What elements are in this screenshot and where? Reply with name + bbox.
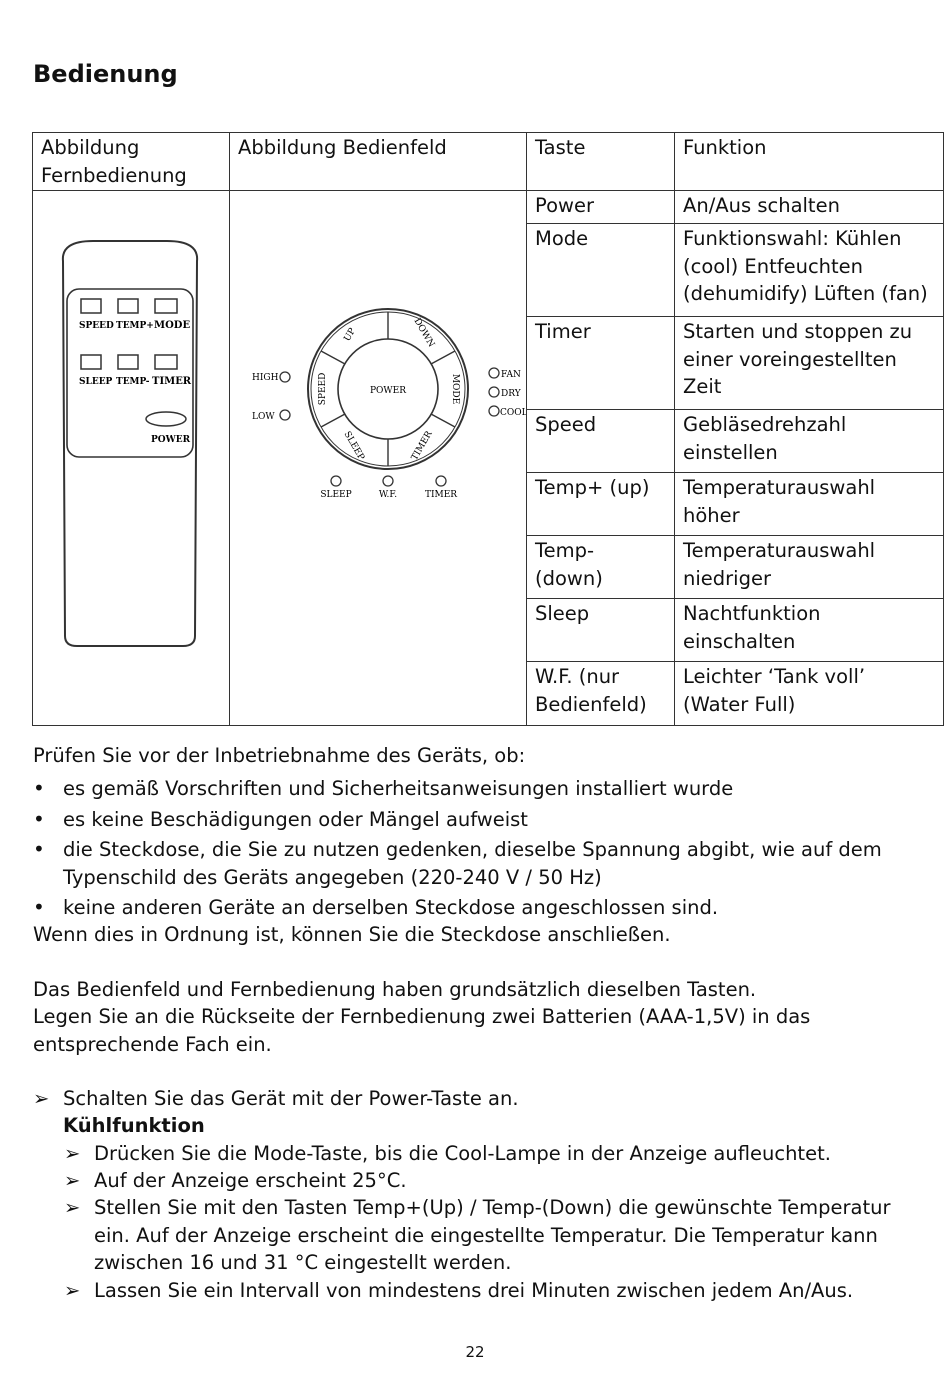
control-panel-illustration	[230, 191, 526, 717]
remote-label: MODE	[154, 320, 191, 331]
key-cell: Mode	[527, 224, 675, 317]
paragraph: Das Bedienfeld und Fernbedienung haben grundsätzlich dieselben Tasten.	[33, 978, 757, 1001]
check-intro: Prüfen Sie vor der Inbetriebnahme des Geräts, ob:	[33, 744, 526, 767]
arrow-bullet-icon: ➢	[64, 1142, 81, 1165]
substep-item	[64, 1194, 904, 1277]
arrow-bullet-icon: ➢	[64, 1169, 81, 1192]
key-cell: Speed	[527, 410, 675, 473]
check-outro: Wenn dies in Ordnung ist, können Sie die Steckdose anschließen.	[33, 923, 671, 946]
page-heading: Bedienung	[33, 60, 178, 88]
panel-label: UP	[342, 326, 359, 344]
remote-label: SLEEP	[79, 377, 113, 387]
table-header: Funktion	[675, 133, 944, 191]
panel-label: COOL	[500, 408, 526, 418]
panel-label: HIGH	[252, 373, 279, 383]
function-cell: Leichter ‘Tank voll’ (Water Full)	[675, 662, 944, 725]
list-item: • es keine Beschädigungen oder Mängel aufweist	[33, 806, 933, 834]
arrow-bullet-icon: ➢	[64, 1279, 81, 1302]
remote-control-illustration	[33, 191, 229, 717]
substep-item	[64, 1140, 924, 1168]
list-item: • keine anderen Geräte an derselben Steckdose angeschlossen sind.	[33, 894, 933, 922]
key-cell: Power	[527, 191, 675, 224]
step-text: Schalten Sie das Gerät mit der Power-Taste an.	[63, 1087, 519, 1110]
step-item	[33, 1085, 923, 1113]
remote-label: TIMER	[152, 376, 192, 387]
controls-table	[32, 132, 944, 726]
table-header: Taste	[527, 133, 675, 191]
key-cell: Timer	[527, 317, 675, 410]
panel-label: SPEED	[318, 372, 328, 406]
remote-label: POWER	[151, 435, 191, 445]
remote-label: SPEED	[79, 321, 114, 331]
panel-label: SLEEP	[320, 490, 352, 500]
panel-illustration-cell	[230, 191, 527, 726]
remote-label: TEMP+	[116, 321, 154, 331]
function-cell: Nachtfunktion einschalten	[675, 599, 944, 662]
panel-label: FAN	[501, 370, 521, 380]
key-cell: W.F. (nur Bedienfeld)	[527, 662, 675, 725]
table-header: Abbildung Bedienfeld	[230, 133, 527, 191]
panel-label: POWER	[369, 386, 407, 396]
table-row	[33, 191, 944, 224]
check-list	[33, 775, 933, 925]
function-cell: An/Aus schalten	[675, 191, 944, 224]
page-number: 22	[465, 1343, 485, 1361]
panel-label: DRY	[501, 389, 521, 399]
function-cell: Starten und stoppen zu einer voreingestellten Zeit	[675, 317, 944, 410]
arrow-bullet-icon: ➢	[33, 1087, 50, 1110]
function-cell: Temperaturauswahl höher	[675, 473, 944, 536]
key-cell: Temp- (down)	[527, 536, 675, 599]
list-item: • die Steckdose, die Sie zu nutzen gedenken, dieselbe Spannung abgibt, wie auf dem Typenschild des Geräts angegeben (220-240 V / 50 Hz)	[33, 836, 933, 891]
table-header-row	[33, 133, 944, 191]
panel-label: TIMER	[424, 490, 458, 500]
key-cell: Sleep	[527, 599, 675, 662]
substep-text: Drücken Sie die Mode-Taste, bis die Cool-Lampe in der Anzeige aufleuchtet.	[94, 1142, 831, 1165]
panel-label: LOW	[252, 412, 275, 422]
substep-text: Auf der Anzeige erscheint 25°C.	[94, 1169, 407, 1192]
substep-item	[64, 1277, 924, 1305]
panel-label: DOWN	[411, 316, 436, 350]
substep-text: Lassen Sie ein Intervall von mindestens drei Minuten zwischen jedem An/Aus.	[94, 1279, 854, 1302]
paragraph: Legen Sie an die Rückseite der Fernbedienung zwei Batterien (AAA-1,5V) in das entsprechende Fach ein.	[33, 1005, 811, 1056]
subheading: Kühlfunktion	[63, 1114, 205, 1137]
list-item: • es gemäß Vorschriften und Sicherheitsanweisungen installiert wurde	[33, 775, 933, 803]
arrow-bullet-icon: ➢	[64, 1196, 81, 1219]
function-cell: Temperaturauswahl niedriger	[675, 536, 944, 599]
substep-item	[64, 1167, 924, 1195]
panel-label: W.F.	[378, 490, 398, 500]
function-cell: Funktionswahl: Kühlen (cool) Entfeuchten (dehumidify) Lüften (fan)	[675, 224, 944, 317]
remote-label: TEMP-	[116, 377, 150, 387]
panel-label: TIMER	[409, 429, 435, 463]
panel-label: MODE	[450, 373, 460, 405]
table-header: Abbildung Fernbedienung	[33, 133, 230, 191]
key-cell: Temp+ (up)	[527, 473, 675, 536]
function-cell: Gebläsedrehzahl einstellen	[675, 410, 944, 473]
remote-illustration-cell	[33, 191, 230, 726]
panel-label: SLEEP	[341, 429, 366, 463]
substep-text: Stellen Sie mit den Tasten Temp+(Up) / Temp-(Down) die gewünschte Temperatur ein. Auf der Anzeige erscheint die eingestellte Temperatur. Die Temperatur kann zwischen 16 und 31 °C eingestellt werden.	[94, 1196, 891, 1274]
